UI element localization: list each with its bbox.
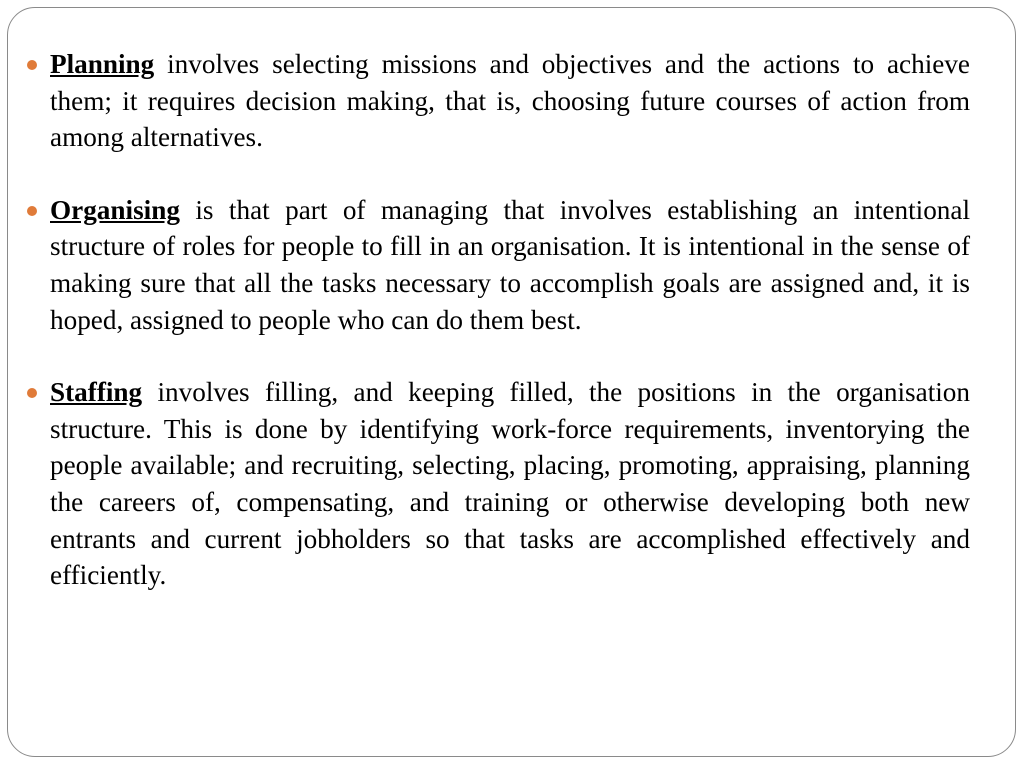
slide-frame bbox=[7, 7, 1016, 757]
bullet-dot-icon bbox=[27, 60, 37, 70]
bullet-dot-icon bbox=[27, 206, 37, 216]
bullet-text: is that part of managing that involves establishing an intentional structure of roles for people to fill in an organisation. It is intentional in the sense of making sure that all the tasks necessary to accomplish goals are assigned and, it is hoped, assigned to people who can do them best. bbox=[50, 194, 970, 335]
bullet-term: Staffing bbox=[50, 377, 143, 408]
bullet-term: Organising bbox=[50, 194, 180, 225]
bullet-text: involves selecting missions and objectives and the actions to achieve them; it requires decision making, that is, choosing future courses of action from among alternatives. bbox=[50, 49, 970, 153]
bullet-item-organising bbox=[50, 192, 970, 338]
bullet-term: Planning bbox=[50, 49, 155, 79]
bullet-list bbox=[50, 46, 970, 630]
bullet-text: involves filling, and keeping filled, the positions in the organisation structure. This is done by identifying work-force requirements, inventorying the people available; and recruiting, selecting, placing, promoting, appraising, planning the careers of, compensating, and training or otherwise developing both new entrants and current jobholders so that tasks are accomplished effectively and efficiently. bbox=[50, 377, 970, 591]
bullet-dot-icon bbox=[27, 388, 37, 398]
bullet-item-staffing bbox=[50, 374, 970, 594]
bullet-item-planning bbox=[50, 46, 970, 156]
